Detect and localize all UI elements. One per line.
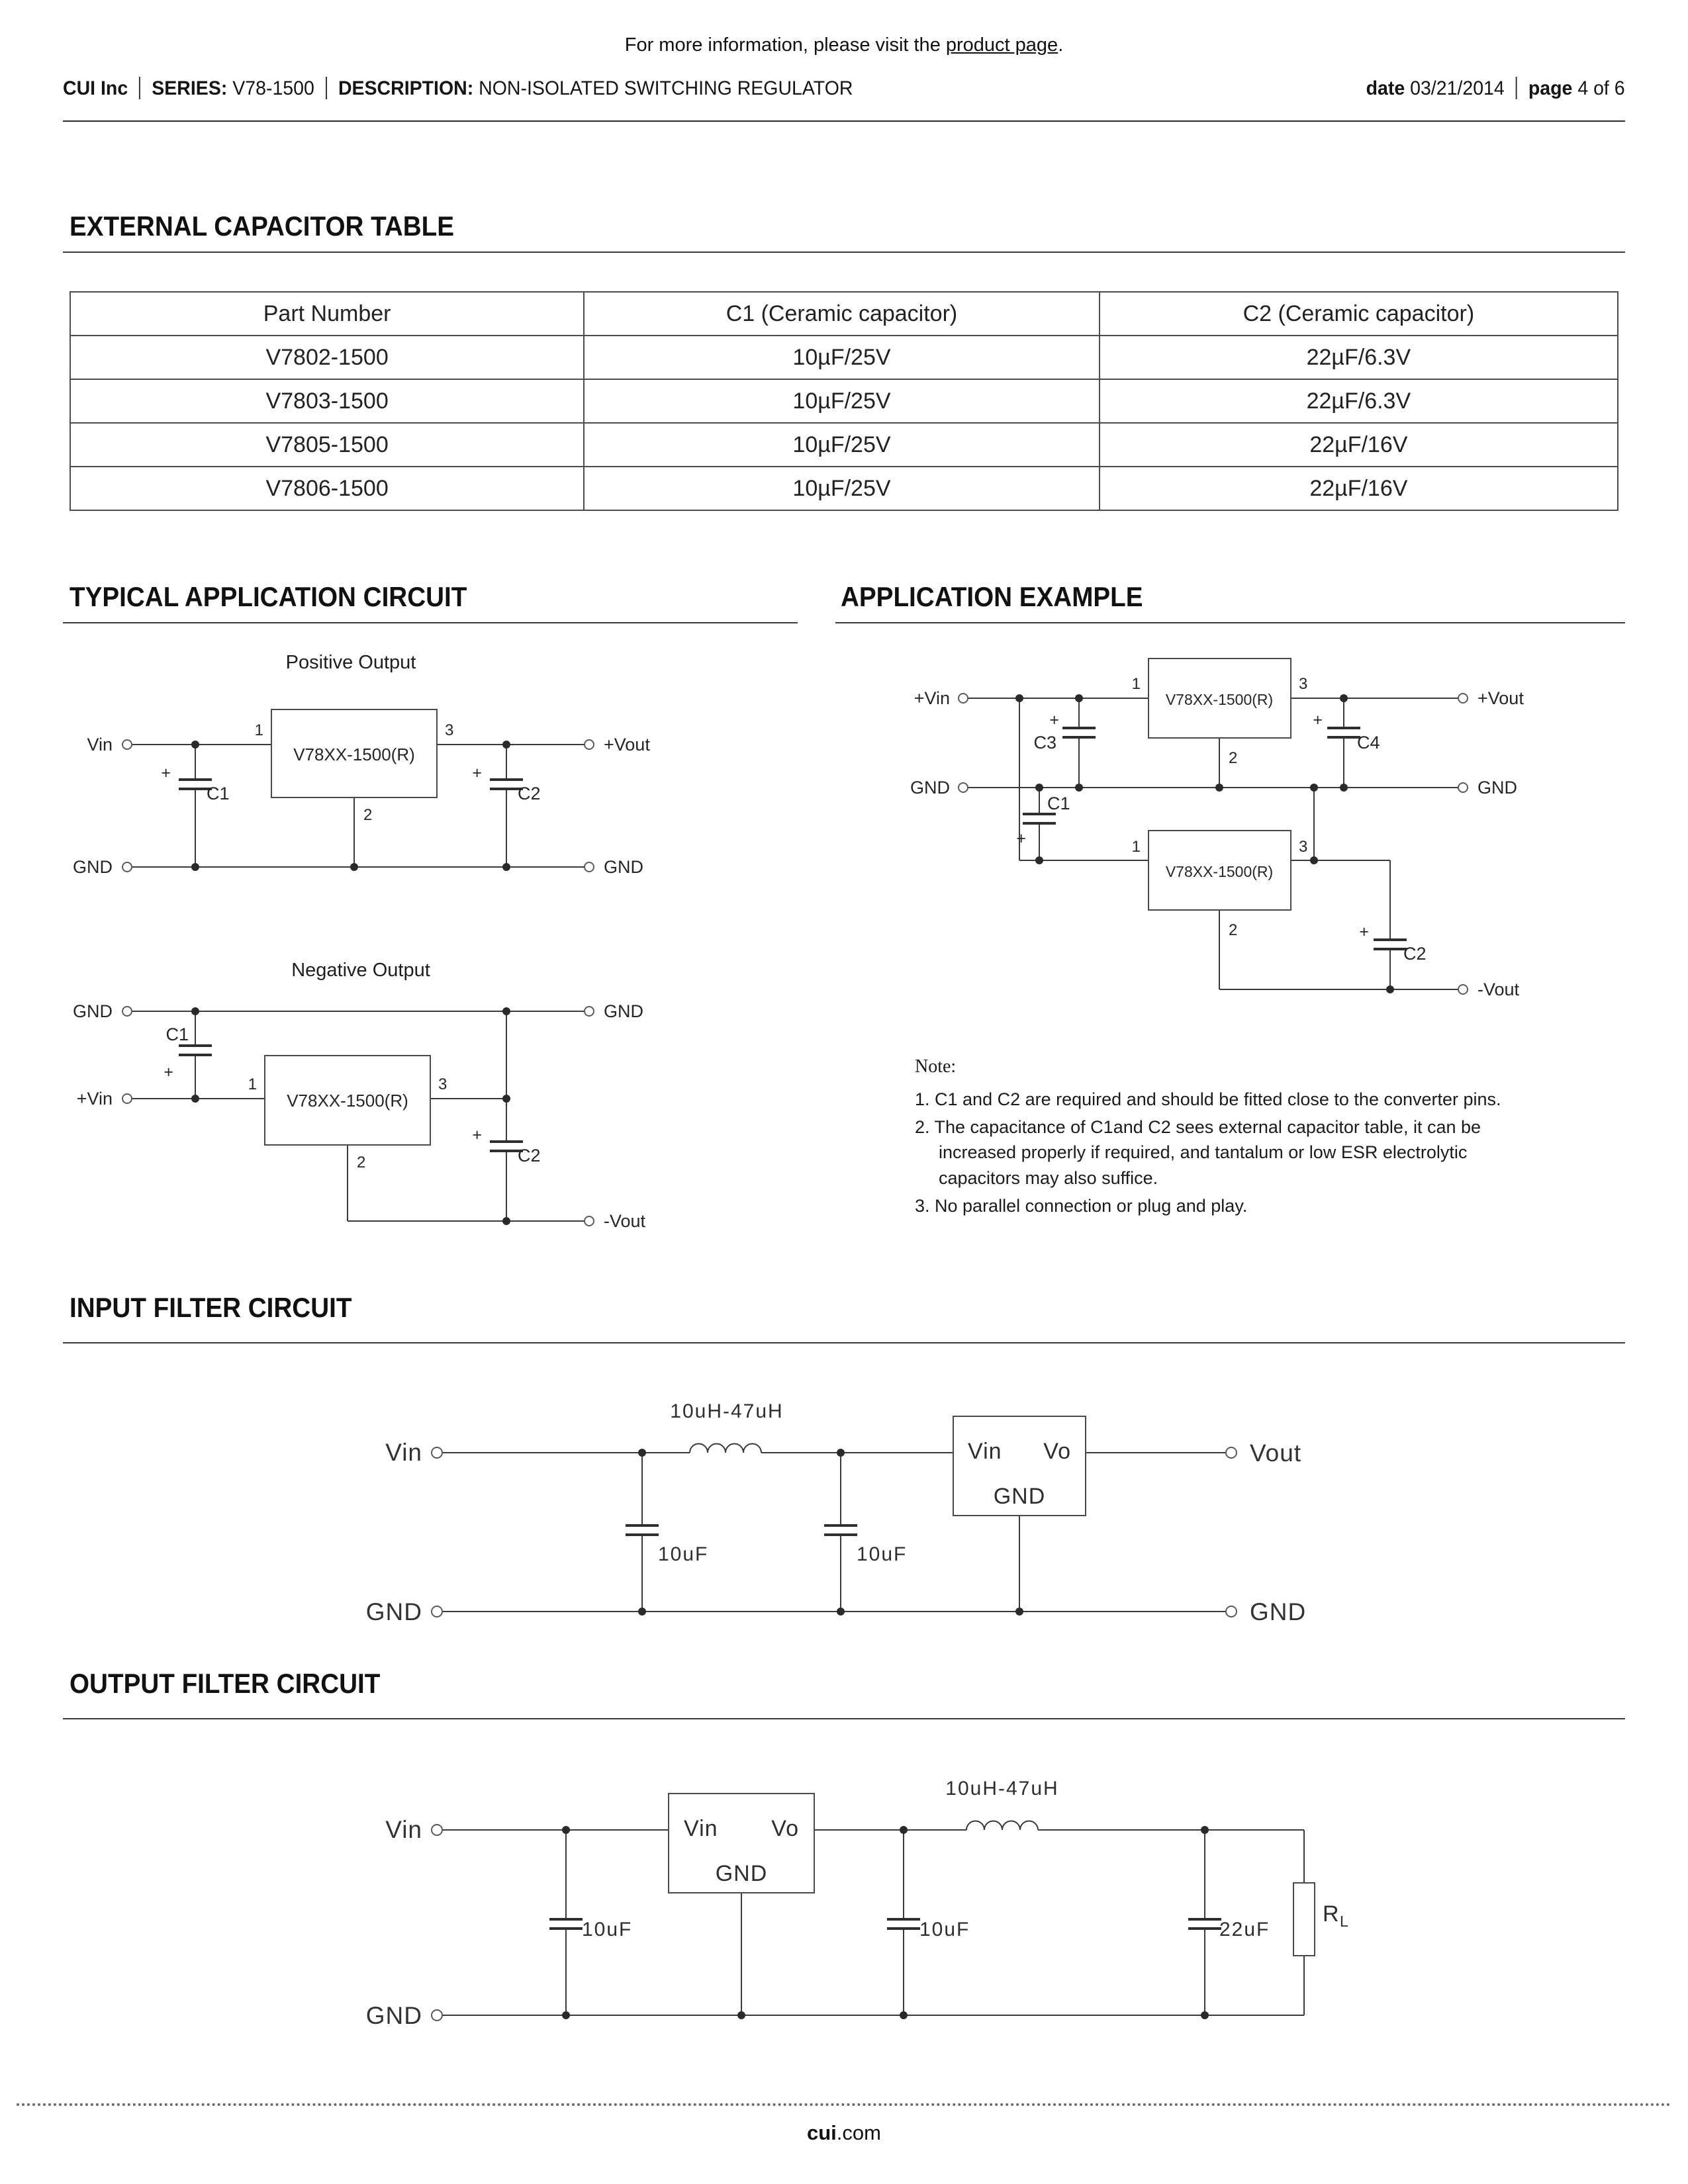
cap1-value: 10uF	[582, 1919, 633, 1940]
table-row	[70, 467, 1618, 510]
positive-output-circuit	[66, 639, 695, 923]
junction-dots	[562, 1826, 1209, 2019]
plus-sign: +	[472, 764, 482, 782]
vout-label: Vout	[1250, 1439, 1302, 1467]
gnd-right-label: GND	[1250, 1598, 1307, 1625]
box-vo-label: Vo	[771, 1816, 799, 1841]
note-item: 1. C1 and C2 are required and should be fitted close to the converter pins.	[915, 1089, 1501, 1109]
chip-label: V78XX-1500(R)	[1165, 691, 1274, 708]
section-rule	[835, 622, 1625, 623]
pin1-label: 1	[1131, 838, 1141, 856]
note-item: 3. No parallel connection or plug and play.	[915, 1196, 1248, 1216]
gnd-left-label: GND	[73, 1001, 113, 1021]
part-number-cell: V7802-1500	[70, 336, 584, 379]
wires	[437, 1821, 1304, 2016]
table-row	[70, 336, 1618, 379]
c2-cell: 22µF/16V	[1100, 467, 1618, 510]
date-label: date	[1366, 77, 1405, 99]
section-rule	[63, 1342, 1625, 1343]
section-title-input-filter: INPUT FILTER CIRCUIT	[70, 1292, 352, 1323]
c1-cell: 10µF/25V	[584, 379, 1100, 423]
chip-label: V78XX-1500(R)	[293, 745, 415, 764]
table-header-row	[70, 292, 1618, 336]
vin-label: +Vin	[76, 1089, 113, 1109]
section-rule	[63, 1718, 1625, 1719]
header-right	[1366, 77, 1625, 100]
plus-sign: +	[1359, 923, 1369, 941]
pin3-label: 3	[1299, 838, 1308, 856]
cap2-value: 10uF	[919, 1919, 970, 1940]
c1-cell: 10µF/25V	[584, 467, 1100, 510]
plus-sign: +	[161, 764, 171, 782]
vin-label: Vin	[87, 735, 113, 754]
page-number: 4 of 6	[1577, 77, 1625, 99]
gnd-label: GND	[365, 2002, 422, 2029]
c4-label: C4	[1357, 733, 1380, 752]
plus-sign: +	[164, 1063, 173, 1081]
top-note-suffix: .	[1058, 34, 1064, 56]
section-title-output-filter: OUTPUT FILTER CIRCUIT	[70, 1668, 381, 1699]
note-label: Note:	[915, 1056, 957, 1077]
negative-output-circuit	[66, 943, 695, 1254]
input-filter-circuit	[364, 1377, 1357, 1641]
pin3-label: 3	[1299, 675, 1308, 693]
footer-brand[interactable]: cui	[807, 2121, 837, 2144]
gnd-left-label: GND	[365, 1598, 422, 1625]
product-page-link[interactable]: product page	[945, 34, 1058, 56]
chip-label: V78XX-1500(R)	[1165, 863, 1274, 880]
gnd-left-label: GND	[910, 778, 950, 797]
c2-label: C2	[518, 1146, 541, 1165]
pin1-label: 1	[1131, 675, 1141, 693]
column-header: C1 (Ceramic capacitor)	[584, 292, 1100, 336]
pin3-label: 3	[445, 721, 454, 739]
c1-label: C1	[1047, 794, 1070, 813]
pin1-label: 1	[254, 721, 263, 739]
description-label: DESCRIPTION:	[338, 77, 474, 99]
header-left	[63, 77, 853, 100]
cap2-value: 10uF	[857, 1543, 908, 1565]
section-rule	[63, 251, 1625, 253]
gnd-left-label: GND	[73, 857, 113, 877]
capacitor-table	[70, 291, 1618, 511]
terminals	[432, 1825, 442, 2021]
cap3-value: 22uF	[1219, 1919, 1270, 1940]
table-row	[70, 379, 1618, 423]
c1-cell: 10µF/25V	[584, 423, 1100, 467]
application-example-circuit	[910, 645, 1549, 1042]
c1-cell: 10µF/25V	[584, 336, 1100, 379]
c2-cell: 22µF/16V	[1100, 423, 1618, 467]
series-label: SERIES:	[152, 77, 228, 99]
load-resistor-label: R	[1323, 1901, 1340, 1927]
vin-label: +Vin	[914, 688, 950, 708]
c2-cell: 22µF/6.3V	[1100, 336, 1618, 379]
column-header: Part Number	[70, 292, 584, 336]
column-header: C2 (Ceramic capacitor)	[1100, 292, 1618, 336]
vout-neg-label: -Vout	[1477, 979, 1520, 999]
top-note-prefix: For more information, please visit the	[624, 34, 946, 56]
pin2-label: 2	[363, 806, 373, 824]
c2-label: C2	[1403, 944, 1427, 964]
pin1-label: 1	[248, 1075, 257, 1093]
wires	[437, 1444, 1231, 1612]
series-value: V78-1500	[232, 77, 314, 99]
c1-label: C1	[165, 1024, 189, 1044]
gnd-right-label: GND	[604, 1001, 643, 1021]
vout-pos-label: +Vout	[1477, 688, 1524, 708]
part-number-cell: V7806-1500	[70, 467, 584, 510]
c2-cell: 22µF/6.3V	[1100, 379, 1618, 423]
part-number-cell: V7805-1500	[70, 423, 584, 467]
load-resistor-subscript: L	[1340, 1913, 1348, 1930]
description-value: NON-ISOLATED SWITCHING REGULATOR	[479, 77, 853, 99]
footer	[0, 2121, 1688, 2145]
gnd-right-label: GND	[604, 857, 643, 877]
plus-sign: +	[472, 1126, 482, 1144]
divider	[326, 77, 327, 99]
header-rule	[63, 120, 1625, 122]
vin-label: Vin	[385, 1816, 422, 1843]
divider	[139, 77, 140, 99]
plus-sign: +	[1049, 711, 1059, 729]
plus-sign: +	[1313, 711, 1323, 729]
section-title-external-capacitor-table: EXTERNAL CAPACITOR TABLE	[70, 210, 455, 242]
vout-label: -Vout	[604, 1211, 646, 1231]
box-gnd-label: GND	[715, 1861, 768, 1886]
company-name: CUI Inc	[63, 77, 128, 99]
table-row	[70, 423, 1618, 467]
pin2-label: 2	[1229, 921, 1238, 939]
pin2-label: 2	[1229, 749, 1238, 767]
output-filter-circuit	[364, 1751, 1423, 2075]
date-value: 03/21/2014	[1410, 77, 1505, 99]
part-number-cell: V7803-1500	[70, 379, 584, 423]
circuit-caption: Positive Output	[285, 652, 416, 673]
page-label: page	[1528, 77, 1573, 99]
note-block	[915, 1054, 1511, 1221]
box-gnd-label: GND	[993, 1484, 1046, 1509]
footer-dotted-rule	[17, 2103, 1671, 2106]
box-vin-label: Vin	[684, 1816, 718, 1841]
section-title-application-example: APPLICATION EXAMPLE	[841, 581, 1143, 612]
page-header	[63, 77, 1625, 100]
terminals	[432, 1447, 1237, 1617]
pin3-label: 3	[438, 1075, 447, 1093]
divider	[1516, 77, 1517, 99]
gnd-right-label: GND	[1477, 778, 1517, 797]
plus-sign: +	[1016, 829, 1026, 848]
box-vin-label: Vin	[968, 1439, 1002, 1464]
c3-label: C3	[1033, 733, 1056, 752]
load-resistor	[1293, 1883, 1315, 1956]
top-note	[0, 34, 1688, 56]
inductor-value: 10uH-47uH	[670, 1400, 784, 1422]
cap1-value: 10uF	[658, 1543, 709, 1565]
box-vo-label: Vo	[1043, 1439, 1071, 1464]
chip-label: V78XX-1500(R)	[287, 1091, 408, 1111]
circuit-caption: Negative Output	[291, 960, 430, 981]
vout-label: +Vout	[604, 735, 650, 754]
vin-label: Vin	[385, 1439, 422, 1466]
pin2-label: 2	[357, 1154, 366, 1171]
section-title-typical-application: TYPICAL APPLICATION CIRCUIT	[70, 581, 467, 612]
inductor-value: 10uH-47uH	[945, 1778, 1059, 1799]
c1-label: C1	[207, 784, 230, 803]
c2-label: C2	[518, 784, 541, 803]
note-item: 2. The capacitance of C1and C2 sees external capacitor table, it can be increased properly if required, and tantalum or low ESR electrolytic capacitors may also suffice.	[915, 1117, 1481, 1188]
section-rule	[63, 622, 798, 623]
footer-domain[interactable]: .com	[836, 2121, 881, 2144]
